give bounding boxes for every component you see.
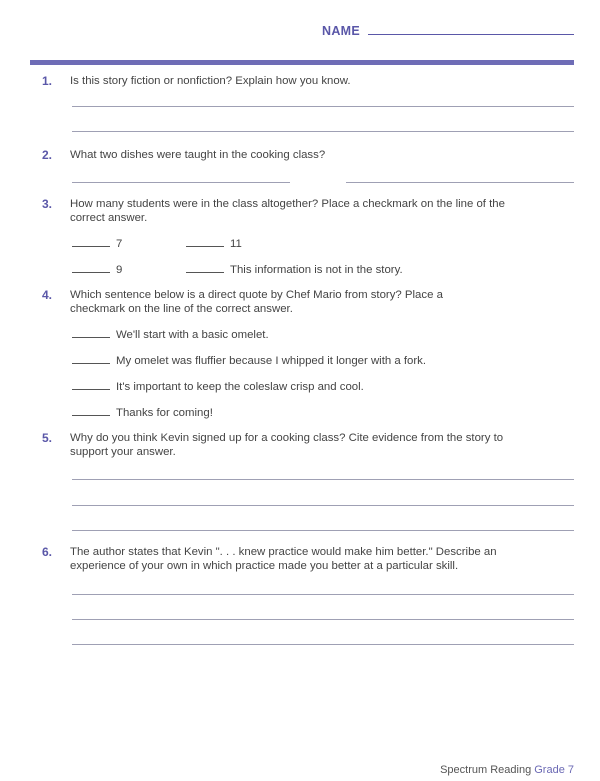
q1-answer-line[interactable] (72, 106, 574, 107)
q3-option[interactable]: 11 (186, 236, 242, 250)
question-3-text-line-1: How many students were in the class altogether? Place a checkmark on the line of the (70, 198, 505, 210)
q6-answer-line[interactable] (72, 644, 574, 645)
question-1-text: Is this story fiction or nonfiction? Explain how you know. (70, 75, 351, 87)
name-label: NAME (322, 24, 361, 38)
question-1-number: 1. (42, 74, 53, 88)
q6-answer-line[interactable] (72, 594, 574, 595)
question-3-number: 3. (42, 197, 53, 211)
checkmark-line[interactable] (72, 379, 110, 390)
question-6-text-line-1: The author states that Kevin ". . . knew practice would make him better." Describe an (70, 546, 497, 558)
question-4-text-line-2: checkmark on the line of the correct answer. (70, 303, 293, 315)
question-5-text-line-2: support your answer. (70, 446, 176, 458)
page-footer (440, 764, 574, 776)
question-3-text-line-2: correct answer. (70, 212, 148, 224)
question-4-text-line-1: Which sentence below is a direct quote by Chef Mario from story? Place a (70, 289, 443, 301)
question-5-number: 5. (42, 431, 53, 445)
name-answer-line[interactable] (368, 34, 574, 35)
checkmark-line[interactable] (72, 236, 110, 247)
checkmark-line[interactable] (72, 327, 110, 338)
question-4-number: 4. (42, 288, 53, 302)
q3-option[interactable]: 7 (72, 236, 122, 250)
question-6-number: 6. (42, 545, 53, 559)
q2-answer-line-2[interactable] (346, 182, 574, 183)
q5-answer-line[interactable] (72, 479, 574, 480)
question-6-text-line-2: experience of your own in which practice made you better at a particular skill. (70, 560, 459, 572)
checkmark-line[interactable] (72, 262, 110, 273)
grade-label: Grade 7 (534, 764, 574, 776)
question-2-text: What two dishes were taught in the cooking class? (70, 149, 326, 161)
q2-answer-line-1[interactable] (72, 182, 290, 183)
q6-answer-line[interactable] (72, 619, 574, 620)
checkmark-line[interactable] (186, 236, 224, 247)
q1-answer-line[interactable] (72, 131, 574, 132)
checkmark-line[interactable] (72, 353, 110, 364)
q5-answer-line[interactable] (72, 530, 574, 531)
q4-option[interactable]: We'll start with a basic omelet. (72, 327, 269, 341)
q3-option[interactable]: This information is not in the story. (186, 262, 403, 276)
q4-option[interactable]: It's important to keep the coleslaw crisp and cool. (72, 379, 364, 393)
q4-option[interactable]: My omelet was fluffier because I whipped it longer with a fork. (72, 353, 426, 367)
q5-answer-line[interactable] (72, 505, 574, 506)
question-2-number: 2. (42, 148, 53, 162)
q4-option[interactable]: Thanks for coming! (72, 405, 213, 419)
q3-option[interactable]: 9 (72, 262, 122, 276)
checkmark-line[interactable] (186, 262, 224, 273)
header-rule (30, 60, 574, 65)
question-5-text-line-1: Why do you think Kevin signed up for a cooking class? Cite evidence from the story to (70, 432, 504, 444)
book-title: Spectrum Reading (440, 764, 532, 776)
checkmark-line[interactable] (72, 405, 110, 416)
